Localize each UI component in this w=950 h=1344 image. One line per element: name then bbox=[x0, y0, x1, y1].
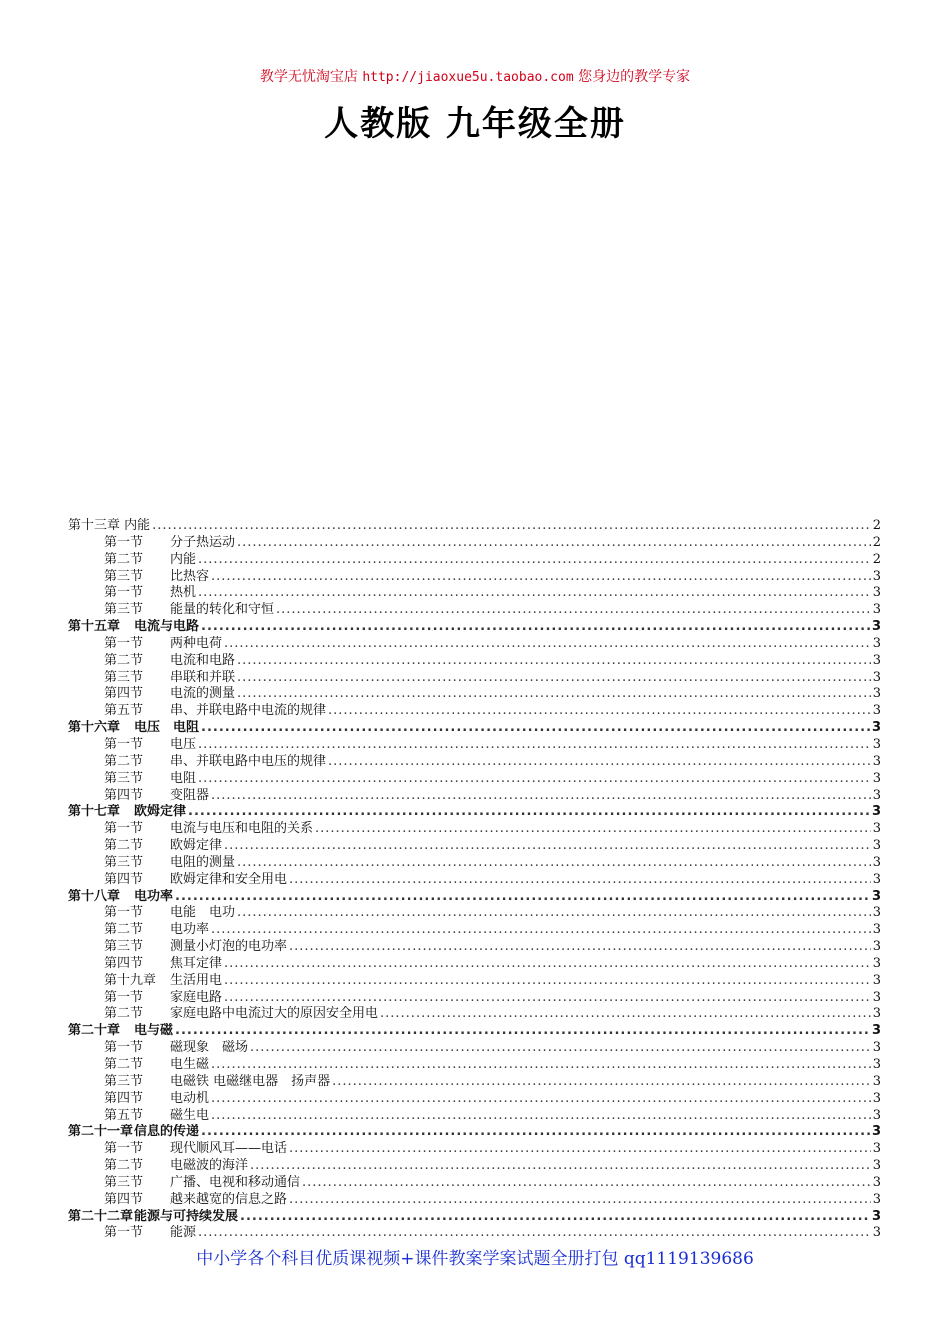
toc-entry-number: 第一节 bbox=[104, 635, 144, 651]
toc-page-number: 3 bbox=[872, 1057, 881, 1072]
toc-entry-number: 第十七章 bbox=[68, 804, 121, 820]
toc-section-entry[interactable] bbox=[68, 636, 881, 653]
toc-entry-label bbox=[104, 686, 235, 703]
toc-entry-title: 比热容 bbox=[170, 568, 210, 584]
toc-chapter-entry[interactable] bbox=[68, 804, 881, 821]
toc-entry-title: 内能 bbox=[120, 518, 151, 533]
toc-entry-number: 第四节 bbox=[104, 787, 144, 803]
toc-chapter-entry[interactable] bbox=[68, 1209, 881, 1226]
toc-entry-label bbox=[104, 956, 222, 973]
footer-promo: 中小学各个科目优质课视频+课件教案学案试题全册打包 qq1119139686 bbox=[196, 1249, 754, 1269]
toc-page-number: 3 bbox=[871, 720, 881, 736]
toc-dot-leader bbox=[328, 703, 871, 720]
toc-page-number: 3 bbox=[872, 703, 881, 719]
toc-section-entry[interactable] bbox=[68, 788, 881, 805]
toc-entry-label bbox=[104, 569, 209, 586]
toc-entry-label bbox=[104, 990, 222, 1007]
toc-page-number: 3 bbox=[872, 585, 881, 601]
toc-dot-leader bbox=[237, 686, 871, 703]
shop-url-link[interactable]: http://jiaoxue5u.taobao.com bbox=[362, 70, 574, 85]
toc-entry-title: 两种电荷 bbox=[170, 635, 223, 651]
toc-entry-title: 信息的传递 bbox=[134, 1124, 200, 1140]
toc-section-entry[interactable] bbox=[68, 1225, 881, 1242]
toc-page-number: 3 bbox=[871, 1124, 881, 1140]
toc-dot-leader bbox=[380, 1006, 871, 1023]
toc-entry-number: 第二节 bbox=[104, 753, 144, 769]
toc-dot-leader bbox=[237, 905, 871, 922]
toc-page-number: 3 bbox=[872, 989, 881, 1005]
toc-entry-number: 第十九章 bbox=[104, 972, 157, 988]
toc-entry-title: 能源 bbox=[170, 1225, 197, 1241]
toc-dot-leader bbox=[211, 922, 871, 939]
toc-entry-number: 第二节 bbox=[104, 1158, 144, 1174]
toc-dot-leader bbox=[201, 720, 870, 737]
toc-entry-label bbox=[104, 1108, 209, 1125]
toc-dot-leader bbox=[315, 821, 871, 838]
toc-entry-number: 第二节 bbox=[104, 652, 144, 668]
toc-entry-label bbox=[104, 535, 235, 552]
toc-page-number: 3 bbox=[872, 922, 881, 938]
toc-dot-leader bbox=[198, 585, 871, 602]
toc-entry-title: 广播、电视和移动通信 bbox=[170, 1174, 301, 1190]
toc-dot-leader bbox=[224, 838, 871, 855]
toc-entry-label bbox=[104, 1006, 378, 1023]
toc-section-entry[interactable] bbox=[68, 1175, 881, 1192]
toc-section-entry[interactable] bbox=[68, 1057, 881, 1074]
toc-section-entry[interactable] bbox=[68, 686, 881, 703]
toc-dot-leader bbox=[302, 1175, 871, 1192]
toc-dot-leader bbox=[152, 518, 871, 535]
toc-entry-label bbox=[104, 1040, 248, 1057]
toc-section-entry[interactable] bbox=[68, 602, 881, 619]
toc-section-entry[interactable] bbox=[68, 1040, 881, 1057]
toc-entry-number: 第四节 bbox=[104, 686, 144, 702]
toc-page-number: 3 bbox=[871, 619, 881, 635]
shop-name: 教学无忧淘宝店 bbox=[259, 69, 358, 85]
toc-section-entry[interactable] bbox=[68, 905, 881, 922]
toc-page-number: 3 bbox=[872, 1141, 881, 1157]
toc-page-number: 3 bbox=[872, 821, 881, 837]
toc-page-number: 3 bbox=[872, 669, 881, 685]
toc-entry-number: 第二节 bbox=[104, 838, 144, 854]
toc-entry-number: 第三节 bbox=[104, 770, 144, 786]
toc-section-entry[interactable] bbox=[68, 535, 881, 552]
toc-entry-number: 第一节 bbox=[104, 736, 144, 752]
toc-dot-leader bbox=[198, 771, 871, 788]
toc-page-number: 3 bbox=[872, 838, 881, 854]
toc-entry-number: 第一节 bbox=[104, 989, 144, 1005]
toc-dot-leader bbox=[240, 1209, 870, 1226]
toc-entry-number: 第三节 bbox=[104, 939, 144, 955]
toc-page-number: 3 bbox=[872, 1158, 881, 1174]
toc-section-entry[interactable] bbox=[68, 1108, 881, 1125]
toc-entry-label bbox=[104, 922, 209, 939]
toc-chapter-entry[interactable] bbox=[68, 1023, 881, 1040]
toc-page-number: 3 bbox=[872, 1191, 881, 1207]
toc-page-number: 3 bbox=[872, 1090, 881, 1106]
toc-entry-title: 变阻器 bbox=[170, 787, 210, 803]
toc-entry-number: 第十三章 bbox=[68, 518, 121, 533]
toc-entry-label bbox=[104, 602, 274, 619]
toc-entry-number: 第三节 bbox=[104, 854, 144, 870]
toc-page-number: 2 bbox=[872, 518, 881, 533]
toc-entry-label bbox=[104, 703, 326, 720]
toc-dot-leader bbox=[328, 754, 871, 771]
toc-entry-number: 第二十二章 bbox=[68, 1208, 134, 1224]
toc-entry-title: 电功率 bbox=[134, 888, 174, 904]
toc-entry-label bbox=[104, 1175, 300, 1192]
toc-dot-leader bbox=[289, 872, 871, 889]
toc-entry-title: 电磁波的海洋 bbox=[170, 1158, 249, 1174]
toc-entry-number: 第三节 bbox=[104, 568, 144, 584]
toc-entry-title: 电流与电路 bbox=[134, 619, 200, 635]
toc-entry-label bbox=[104, 1091, 209, 1108]
toc-section-entry[interactable] bbox=[68, 1192, 881, 1209]
header-banner bbox=[0, 66, 950, 86]
toc-dot-leader bbox=[198, 1225, 871, 1242]
toc-entry-title: 内能 bbox=[170, 551, 197, 567]
toc-entry-label bbox=[104, 670, 235, 687]
toc-entry-number: 第五节 bbox=[104, 703, 144, 719]
toc-entry-label bbox=[104, 855, 235, 872]
toc-page-number: 3 bbox=[872, 939, 881, 955]
toc-page-number: 3 bbox=[872, 1006, 881, 1022]
toc-dot-leader bbox=[211, 788, 871, 805]
toc-section-entry[interactable] bbox=[68, 552, 881, 569]
toc-entry-number: 第一节 bbox=[104, 1141, 144, 1157]
toc-page-number: 3 bbox=[872, 905, 881, 921]
toc-dot-leader bbox=[175, 889, 870, 906]
toc-entry-number: 第四节 bbox=[104, 1191, 144, 1207]
toc-entry-label bbox=[68, 619, 199, 636]
toc-chapter-entry[interactable] bbox=[68, 720, 881, 737]
toc-entry-number: 第二十一章 bbox=[68, 1124, 134, 1140]
toc-page-number: 3 bbox=[872, 871, 881, 887]
toc-entry-number: 第十五章 bbox=[68, 619, 121, 635]
toc-section-entry[interactable] bbox=[68, 956, 881, 973]
toc-entry-label bbox=[104, 1141, 287, 1158]
document-title: 人教版 九年级全册 bbox=[324, 104, 626, 144]
toc-chapter-entry[interactable] bbox=[68, 619, 881, 636]
toc-dot-leader bbox=[224, 636, 871, 653]
toc-entry-title: 电压 电阻 bbox=[134, 720, 200, 736]
toc-dot-leader bbox=[237, 670, 871, 687]
toc-entry-label bbox=[104, 1057, 209, 1074]
toc-page-number: 3 bbox=[872, 1174, 881, 1190]
toc-section-entry[interactable] bbox=[68, 821, 881, 838]
toc-entry-title: 电动机 bbox=[170, 1090, 210, 1106]
toc-entry-number: 第四节 bbox=[104, 955, 144, 971]
toc-entry-label bbox=[104, 838, 222, 855]
toc-dot-leader bbox=[224, 956, 871, 973]
toc-entry-label bbox=[68, 1023, 173, 1040]
toc-entry-label bbox=[104, 1192, 287, 1209]
toc-dot-leader bbox=[188, 804, 870, 821]
toc-section-entry[interactable] bbox=[68, 1006, 881, 1023]
toc-section-entry[interactable] bbox=[68, 1091, 881, 1108]
toc-section-entry[interactable] bbox=[68, 1074, 881, 1091]
toc-entry-number: 第四节 bbox=[104, 871, 144, 887]
toc-dot-leader bbox=[237, 535, 871, 552]
toc-page-number: 3 bbox=[872, 1225, 881, 1241]
toc-dot-leader bbox=[276, 602, 871, 619]
toc-entry-number: 第三节 bbox=[104, 669, 144, 685]
toc-page-number: 3 bbox=[872, 602, 881, 618]
toc-page-number: 3 bbox=[872, 972, 881, 988]
toc-dot-leader bbox=[175, 1023, 870, 1040]
toc-page-number: 3 bbox=[872, 770, 881, 786]
toc-dot-leader bbox=[211, 1108, 871, 1125]
toc-entry-label bbox=[104, 653, 235, 670]
toc-page-number: 3 bbox=[872, 787, 881, 803]
toc-entry-title: 欧姆定律 bbox=[170, 838, 223, 854]
toc-section-entry[interactable] bbox=[68, 872, 881, 889]
toc-entry-label bbox=[68, 804, 186, 821]
toc-entry-title: 磁生电 bbox=[170, 1107, 210, 1123]
toc-entry-title: 电能 电功 bbox=[170, 905, 236, 921]
toc-entry-title: 电流和电路 bbox=[170, 652, 236, 668]
toc-section-entry[interactable] bbox=[68, 1158, 881, 1175]
toc-entry-title: 串联和并联 bbox=[170, 669, 236, 685]
toc-dot-leader bbox=[237, 855, 871, 872]
toc-entry-label bbox=[104, 788, 209, 805]
toc-entry-label bbox=[68, 1124, 199, 1141]
toc-entry-title: 电与磁 bbox=[134, 1023, 174, 1039]
toc-entry-label bbox=[104, 872, 287, 889]
toc-entry-title: 焦耳定律 bbox=[170, 955, 223, 971]
toc-section-entry[interactable] bbox=[68, 939, 881, 956]
toc-section-entry[interactable] bbox=[68, 990, 881, 1007]
toc-dot-leader bbox=[198, 737, 871, 754]
toc-page-number: 3 bbox=[872, 1107, 881, 1123]
toc-entry-label bbox=[104, 821, 313, 838]
toc-entry-title: 越来越宽的信息之路 bbox=[170, 1191, 288, 1207]
toc-entry-title: 欧姆定律 bbox=[134, 804, 187, 820]
toc-entry-label bbox=[68, 889, 173, 906]
table-of-contents bbox=[68, 518, 881, 1242]
toc-entry-title: 串、并联电路中电压的规律 bbox=[170, 753, 327, 769]
toc-page-number: 3 bbox=[872, 1073, 881, 1089]
toc-entry-title: 现代顺风耳——电话 bbox=[170, 1141, 288, 1157]
toc-section-entry[interactable] bbox=[68, 838, 881, 855]
toc-entry-number: 第二节 bbox=[104, 1057, 144, 1072]
toc-entry-title: 生活用电 bbox=[170, 972, 223, 988]
toc-entry-title: 磁现象 磁场 bbox=[170, 1040, 249, 1056]
toc-entry-number: 第一节 bbox=[104, 905, 144, 921]
toc-entry-title: 电功率 bbox=[170, 922, 210, 938]
toc-entry-title: 电流的测量 bbox=[170, 686, 236, 702]
toc-entry-number: 第十八章 bbox=[68, 888, 121, 904]
toc-section-entry[interactable] bbox=[68, 670, 881, 687]
toc-dot-leader bbox=[211, 1057, 871, 1074]
toc-dot-leader bbox=[211, 569, 871, 586]
toc-entry-number: 第二节 bbox=[104, 551, 144, 567]
toc-page-number: 3 bbox=[872, 1040, 881, 1056]
toc-dot-leader bbox=[289, 1141, 871, 1158]
toc-entry-number: 第一节 bbox=[104, 1225, 144, 1241]
toc-entry-title: 热机 bbox=[170, 585, 197, 601]
toc-entry-number: 第三节 bbox=[104, 1174, 144, 1190]
toc-entry-title: 测量小灯泡的电功率 bbox=[170, 939, 288, 955]
toc-entry-number: 第十六章 bbox=[68, 720, 121, 736]
toc-dot-leader bbox=[289, 1192, 871, 1209]
toc-entry-title: 能量的转化和守恒 bbox=[170, 602, 275, 618]
toc-entry-label bbox=[104, 1225, 196, 1242]
toc-page-number: 3 bbox=[872, 686, 881, 702]
toc-entry-number: 第二节 bbox=[104, 922, 144, 938]
toc-entry-label bbox=[104, 939, 287, 956]
toc-section-entry[interactable] bbox=[68, 569, 881, 586]
toc-entry-label bbox=[104, 552, 196, 569]
toc-section-entry[interactable] bbox=[68, 754, 881, 771]
toc-entry-label bbox=[104, 737, 196, 754]
toc-page-number: 3 bbox=[872, 635, 881, 651]
toc-page-number: 3 bbox=[871, 1023, 881, 1039]
toc-dot-leader bbox=[289, 939, 871, 956]
toc-section-entry[interactable] bbox=[68, 737, 881, 754]
toc-page-number: 2 bbox=[872, 551, 881, 567]
toc-entry-label bbox=[104, 585, 196, 602]
toc-entry-title: 串、并联电路中电流的规律 bbox=[170, 703, 327, 719]
toc-entry-title: 电阻的测量 bbox=[170, 854, 236, 870]
toc-dot-leader bbox=[201, 619, 870, 636]
toc-entry-title: 分子热运动 bbox=[170, 534, 236, 550]
toc-section-entry[interactable] bbox=[68, 703, 881, 720]
toc-dot-leader bbox=[201, 1124, 870, 1141]
toc-page-number: 2 bbox=[872, 534, 881, 550]
toc-section-entry[interactable] bbox=[68, 973, 881, 990]
toc-entry-title: 欧姆定律和安全用电 bbox=[170, 871, 288, 887]
toc-page-number: 3 bbox=[871, 1208, 881, 1224]
toc-page-number: 3 bbox=[872, 854, 881, 870]
toc-entry-number: 第二节 bbox=[104, 1006, 144, 1022]
toc-dot-leader bbox=[224, 973, 871, 990]
toc-entry-label bbox=[68, 1209, 238, 1226]
toc-entry-label bbox=[104, 1074, 330, 1091]
toc-page-number: 3 bbox=[872, 753, 881, 769]
toc-page-number: 3 bbox=[872, 652, 881, 668]
toc-dot-leader bbox=[250, 1158, 871, 1175]
toc-entry-number: 第二十章 bbox=[68, 1023, 121, 1039]
toc-entry-number: 第三节 bbox=[104, 602, 144, 618]
toc-page-number: 3 bbox=[872, 568, 881, 584]
toc-entry-number: 第五节 bbox=[104, 1107, 144, 1123]
toc-entry-title: 电压 bbox=[170, 736, 197, 752]
toc-entry-title: 家庭电路中电流过大的原因安全用电 bbox=[170, 1006, 379, 1022]
toc-page-number: 3 bbox=[871, 888, 881, 904]
shop-slogan: 您身边的教学专家 bbox=[578, 69, 691, 85]
toc-section-entry[interactable] bbox=[68, 1141, 881, 1158]
toc-dot-leader bbox=[332, 1074, 871, 1091]
toc-entry-label bbox=[104, 771, 196, 788]
toc-entry-label bbox=[68, 720, 199, 737]
toc-entry-title: 电生磁 bbox=[170, 1057, 210, 1072]
toc-chapter-entry[interactable] bbox=[68, 889, 881, 906]
toc-entry-title: 家庭电路 bbox=[170, 989, 223, 1005]
toc-entry-number: 第一节 bbox=[104, 821, 144, 837]
toc-dot-leader bbox=[211, 1091, 871, 1108]
toc-entry-label bbox=[104, 636, 222, 653]
toc-dot-leader bbox=[224, 990, 871, 1007]
toc-entry-title: 能源与可持续发展 bbox=[134, 1208, 239, 1224]
toc-section-entry[interactable] bbox=[68, 855, 881, 872]
toc-entry-label bbox=[104, 905, 235, 922]
toc-dot-leader bbox=[237, 653, 871, 670]
toc-section-entry[interactable] bbox=[68, 585, 881, 602]
toc-page-number: 3 bbox=[871, 804, 881, 820]
toc-entry-label bbox=[104, 754, 326, 771]
toc-page-number: 3 bbox=[872, 736, 881, 752]
toc-page-number: 3 bbox=[872, 955, 881, 971]
toc-section-entry[interactable] bbox=[68, 653, 881, 670]
toc-dot-leader bbox=[198, 552, 871, 569]
toc-chapter-entry[interactable] bbox=[68, 518, 881, 535]
toc-entry-number: 第一节 bbox=[104, 534, 144, 550]
toc-entry-label bbox=[68, 518, 150, 535]
toc-entry-title: 电流与电压和电阻的关系 bbox=[170, 821, 314, 837]
toc-entry-title: 电阻 bbox=[170, 770, 197, 786]
toc-entry-number: 第四节 bbox=[104, 1090, 144, 1106]
toc-entry-number: 第一节 bbox=[104, 585, 144, 601]
toc-entry-label bbox=[104, 973, 222, 990]
toc-section-entry[interactable] bbox=[68, 922, 881, 939]
toc-entry-title: 电磁铁 电磁继电器 扬声器 bbox=[170, 1073, 331, 1089]
toc-entry-number: 第一节 bbox=[104, 1040, 144, 1056]
toc-dot-leader bbox=[250, 1040, 871, 1057]
toc-entry-number: 第三节 bbox=[104, 1073, 144, 1089]
toc-section-entry[interactable] bbox=[68, 771, 881, 788]
toc-chapter-entry[interactable] bbox=[68, 1124, 881, 1141]
toc-entry-label bbox=[104, 1158, 248, 1175]
